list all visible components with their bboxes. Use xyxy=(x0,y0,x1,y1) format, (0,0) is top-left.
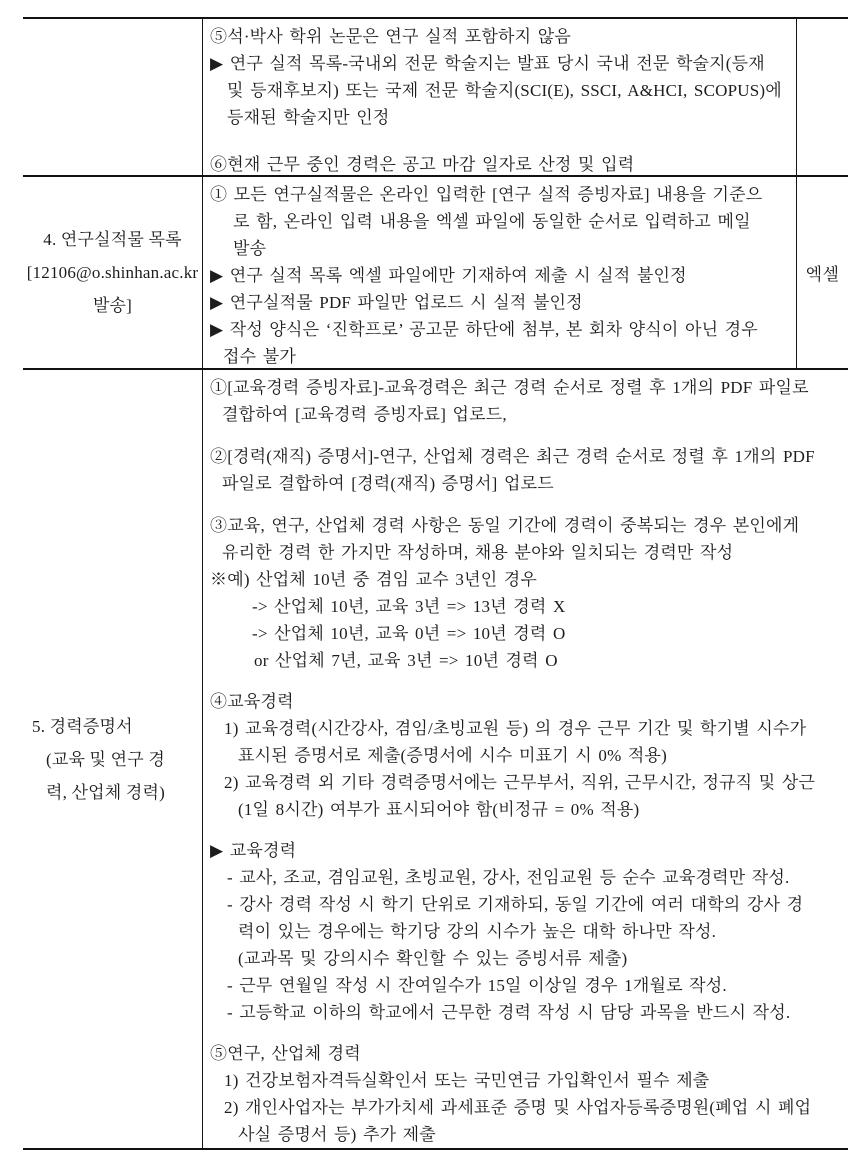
format-cell-excel: 엑셀 xyxy=(796,177,848,368)
text-line: ▶ 연구 실적 목록-국내외 전문 학술지는 발표 당시 국내 전문 학술지(등재 xyxy=(210,54,765,73)
table-row-continued xyxy=(23,19,848,175)
text-line: ⑥현재 근무 중인 경력은 공고 마감 일자로 산정 및 입력 xyxy=(210,155,635,174)
text-line: or 산업체 7년, 교육 3년 => 10년 경력 O xyxy=(254,651,558,670)
text-line: 사실 증명서 등) 추가 제출 xyxy=(238,1125,436,1144)
text-line: ③교육, 연구, 산업체 경력 사항은 동일 기간에 경력이 중복되는 경우 본인에게 xyxy=(210,516,800,535)
text-line: 및 등재후보지) 또는 국제 전문 학술지(SCI(E), SSCI, A&HCI, SCOPUS)에 xyxy=(227,81,782,100)
text-line: 유리한 경력 한 가지만 작성하며, 채용 분야와 일치되는 경력만 작성 xyxy=(222,543,734,562)
content-cell-research-output-notes xyxy=(203,19,796,175)
text-line: ▶ 연구실적물 PDF 파일만 업로드 시 실적 불인정 xyxy=(210,293,583,312)
text-line: 로 함, 온라인 입력 내용을 엑셀 파일에 동일한 순서로 입력하고 메일 xyxy=(233,212,751,231)
text-line: 결합하여 [교육경력 증빙자료] 업로드, xyxy=(222,405,507,424)
text-line: - 근무 연월일 작성 시 잔여일수가 15일 이상일 경우 1개월로 작성. xyxy=(227,976,727,995)
text-line: ⑤연구, 산업체 경력 xyxy=(210,1044,361,1063)
row-label-career-certificate xyxy=(23,370,203,1148)
content-cell-career-certificate xyxy=(203,370,848,1148)
row-label-research-output-list xyxy=(23,177,203,368)
text-line: 력, 산업체 경력) xyxy=(46,782,165,802)
row-label-cell-empty xyxy=(23,19,203,175)
text-line: 발송] xyxy=(92,296,133,315)
text-line: 1) 교육경력(시간강사, 겸임/초빙교원 등) 의 경우 근무 기간 및 학기별 시수가 xyxy=(224,719,807,738)
table-row-career-certificate xyxy=(23,368,848,1148)
text-line: 표시된 증명서로 제출(증명서에 시수 미표기 시 0% 적용) xyxy=(238,746,667,765)
text-line: 발송 xyxy=(233,239,267,258)
text-line: ▶ 작성 양식은 ‘진학프로’ 공고문 하단에 첨부, 본 회차 양식이 아닌 경우 xyxy=(210,320,758,339)
text-line: 5. 경력증명서 xyxy=(32,716,133,736)
text-line: ▶ 교육경력 xyxy=(210,841,297,860)
text-line: ⑤석·박사 학위 논문은 연구 실적 포함하지 않음 xyxy=(210,27,571,46)
text-line: (교육 및 연구 경 xyxy=(46,749,165,769)
text-line: 접수 불가 xyxy=(223,347,296,366)
text-line: ※예) 산업체 10년 중 겸임 교수 3년인 경우 xyxy=(210,570,538,589)
text-line: ②[경력(재직) 증명서]-연구, 산업체 경력은 최근 경력 순서로 정렬 후 1개의 PDF xyxy=(210,447,815,466)
text-line: - 고등학교 이하의 학교에서 근무한 경력 작성 시 담당 과목을 반드시 작성. xyxy=(227,1003,791,1022)
text-line: 4. 연구실적물 목록 xyxy=(43,230,182,249)
text-line: (교과목 및 강의시수 확인할 수 있는 증빙서류 제출) xyxy=(238,949,628,968)
text-line: 2) 개인사업자는 부가가치세 과세표준 증명 및 사업자등록증명원(폐업 시 폐업 xyxy=(224,1098,812,1117)
text-line: 등재된 학술지만 인정 xyxy=(227,108,390,127)
text-line: ④교육경력 xyxy=(210,692,294,711)
text-line: -> 산업체 10년, 교육 3년 => 13년 경력 X xyxy=(252,597,566,616)
text-line: 1) 건강보험자격득실확인서 또는 국민연금 가입확인서 필수 제출 xyxy=(224,1071,710,1090)
text-line: ▶ 연구 실적 목록 엑셀 파일에만 기재하여 제출 시 실적 불인정 xyxy=(210,266,687,285)
text-line: 파일로 결합하여 [경력(재직) 증명서] 업로드 xyxy=(222,474,554,493)
text-line: 력이 있는 경우에는 학기당 강의 시수가 높은 대학 하나만 작성. xyxy=(238,922,717,941)
text-line: - 교사, 조교, 겸임교원, 초빙교원, 강사, 전임교원 등 순수 교육경력만 작성. xyxy=(227,868,790,887)
requirements-table xyxy=(23,17,848,1150)
text-line: ①[교육경력 증빙자료]-교육경력은 최근 경력 순서로 정렬 후 1개의 PDF 파일로 xyxy=(210,378,809,397)
text-line: (1일 8시간) 여부가 표시되어야 함(비정규 = 0% 적용) xyxy=(238,800,640,819)
text-line: -> 산업체 10년, 교육 0년 => 10년 경력 O xyxy=(252,624,566,643)
format-cell-empty xyxy=(796,19,848,175)
text-line: 2) 교육경력 외 기타 경력증명서에는 근무부서, 직위, 근무시간, 정규직 및 상근 xyxy=(224,773,816,792)
table-row-research-output-list xyxy=(23,175,848,368)
text-line: - 강사 경력 작성 시 학기 단위로 기재하되, 동일 기간에 여러 대학의 강사 경 xyxy=(227,895,804,914)
content-cell-research-output-list xyxy=(203,177,796,368)
text-line: ① 모든 연구실적물은 온라인 입력한 [연구 실적 증빙자료] 내용을 기준으 xyxy=(210,185,763,204)
text-line: [12106@o.shinhan.ac.kr xyxy=(26,263,199,282)
